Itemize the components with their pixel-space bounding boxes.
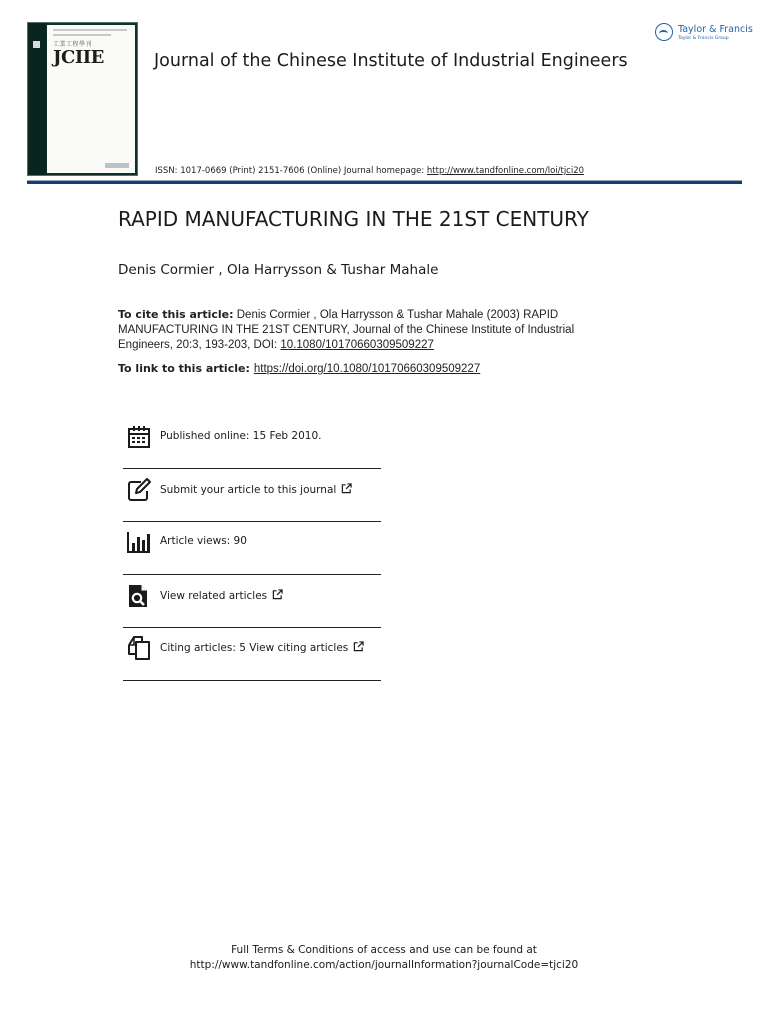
publisher-logo[interactable] <box>655 22 753 48</box>
citation-block <box>118 307 618 353</box>
related-articles-link[interactable] <box>160 589 283 602</box>
issn-line <box>155 166 584 176</box>
row-divider <box>123 521 381 522</box>
citing-articles-label: Citing articles: 5 View citing articles <box>160 642 349 654</box>
header-divider <box>27 181 742 184</box>
cover-publisher-mark <box>105 163 129 168</box>
external-link-icon <box>353 641 364 652</box>
footer <box>0 943 768 973</box>
cover-header-line <box>53 29 127 31</box>
submit-article-label: Submit your article to this journal <box>160 484 337 496</box>
citing-articles-link[interactable] <box>160 641 364 654</box>
row-divider <box>123 468 381 469</box>
citing-articles-row[interactable] <box>123 636 381 666</box>
journal-homepage-link[interactable]: http://www.tandfonline.com/loi/tjci20 <box>426 166 585 176</box>
publisher-subtitle: Taylor & Francis Group <box>678 36 729 41</box>
footer-terms-text: Full Terms & Conditions of access and use can be found at <box>231 944 537 956</box>
footer-terms-link[interactable]: http://www.tandfonline.com/action/journalInformation?journalCode=tjci20 <box>189 959 579 971</box>
bar-chart-icon <box>127 530 151 554</box>
search-document-icon <box>127 584 151 608</box>
journal-title: Journal of the Chinese Institute of Industrial Engineers <box>154 51 628 71</box>
article-views-text: Article views: 90 <box>160 535 247 547</box>
row-divider <box>123 680 381 681</box>
taylor-francis-icon <box>655 23 673 41</box>
link-label: To link to this article: <box>118 362 250 375</box>
cover-header-line <box>53 34 111 36</box>
submit-article-row[interactable] <box>123 478 381 508</box>
article-doi-link[interactable]: https://doi.org/10.1080/10170660309509227 <box>253 363 481 375</box>
related-articles-row[interactable] <box>123 584 381 614</box>
published-online-text: Published online: 15 Feb 2010. <box>160 430 322 442</box>
external-link-icon <box>272 589 283 600</box>
citation-label: To cite this article: <box>118 308 234 321</box>
row-divider <box>123 627 381 628</box>
calendar-icon <box>127 425 151 449</box>
journal-cover-image <box>27 22 138 176</box>
cover-cjk-title: 工業工程學刊 <box>53 41 93 48</box>
row-divider <box>123 574 381 575</box>
submit-article-link[interactable] <box>160 483 352 496</box>
article-link-line <box>118 362 480 375</box>
related-articles-label: View related articles <box>160 590 268 602</box>
cover-page <box>47 25 135 173</box>
citation-doi-link[interactable]: 10.1080/10170660309509227 <box>280 339 434 351</box>
cover-emblem <box>33 41 40 48</box>
publisher-name: Taylor & Francis <box>678 24 753 35</box>
article-views-row <box>123 530 381 560</box>
issn-text: ISSN: 1017-0669 (Print) 2151-7606 (Online) Journal homepage: <box>155 166 427 176</box>
citing-icon <box>127 636 151 660</box>
citation-text: Denis Cormier , Ola Harrysson & Tushar Mahale (2003) RAPID MANUFACTURING IN THE 21ST CENTURY, Journal of the Chinese Institute of Industrial Engineers, 20:3, 193-203, DOI: <box>118 309 575 351</box>
edit-icon <box>127 478 151 502</box>
published-online-row <box>123 425 381 455</box>
cover-abbreviation: JCIIE <box>53 47 104 68</box>
external-link-icon <box>341 483 352 494</box>
article-title: RAPID MANUFACTURING IN THE 21ST CENTURY <box>118 207 589 231</box>
article-authors: Denis Cormier , Ola Harrysson & Tushar Mahale <box>118 262 439 278</box>
